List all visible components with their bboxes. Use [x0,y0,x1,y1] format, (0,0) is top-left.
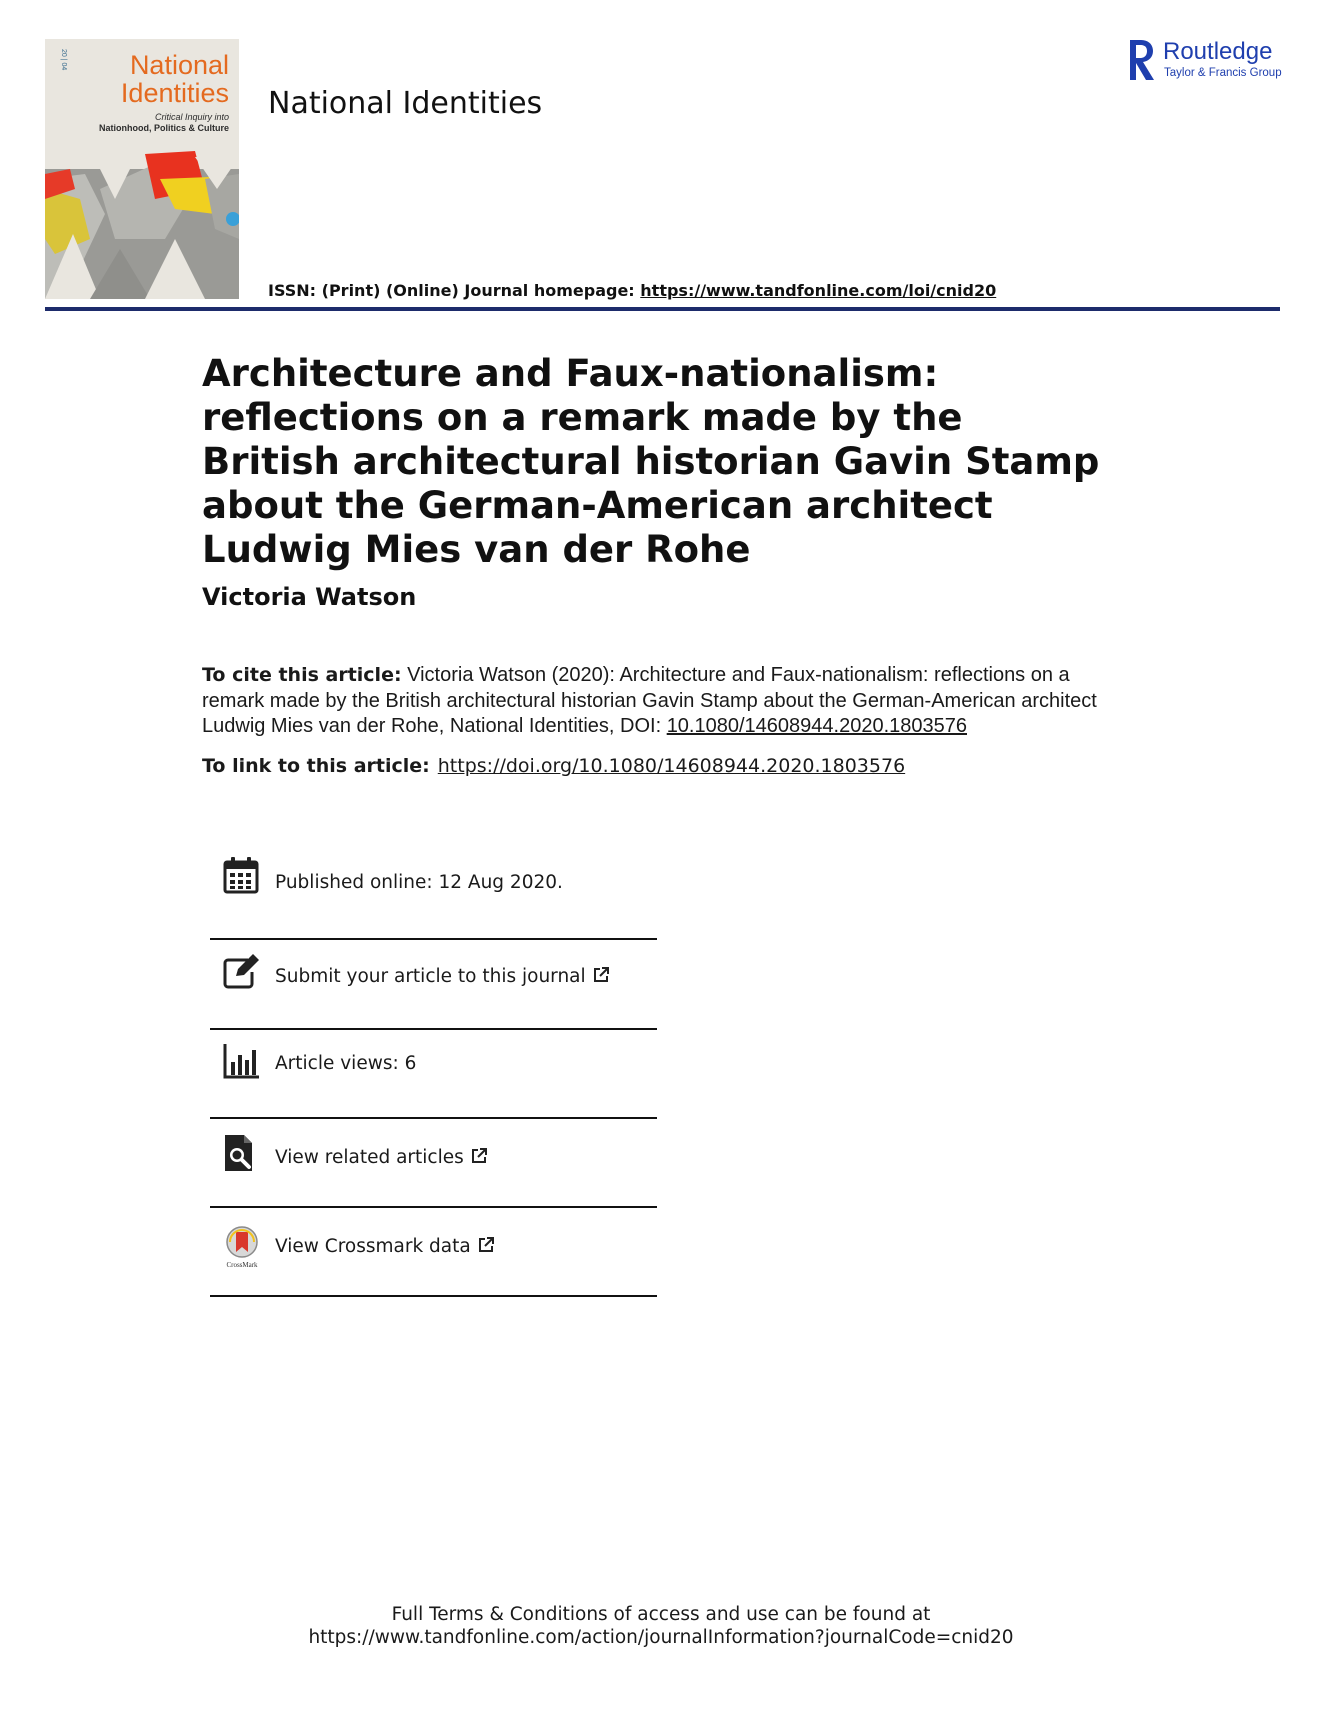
cover-title [121,51,229,107]
external-link-icon [477,1236,495,1254]
info-divider [210,1117,657,1119]
cite-doi-link[interactable]: 10.1080/14608944.2020.1803576 [666,715,967,737]
external-link-icon [592,966,610,984]
search-document-icon [222,1134,260,1172]
header-divider [45,307,1280,311]
footer-terms [0,1603,1322,1649]
article-title: Architecture and Faux-nationalism: reflections on a remark made by the British architectural historian Gavin Stamp about the German-American architect Ludwig Mies van der Rohe [202,352,1100,571]
article-views-text: Article views: 6 [275,1053,417,1074]
published-online-row [210,856,657,944]
publisher-logo[interactable] [1127,38,1287,84]
submit-article-link[interactable] [275,966,610,987]
external-link-icon [470,1147,488,1165]
crossmark-text: View Crossmark data [275,1236,471,1257]
cite-label: To cite this article: [202,664,402,686]
submit-article-text: Submit your article to this journal [275,966,586,987]
article-link-line [202,755,905,777]
cover-subtitle-bold: Nationhood, Politics & Culture [99,123,229,133]
published-online-text: Published online: 12 Aug 2020. [275,872,563,893]
info-divider [210,1028,657,1030]
link-label: To link to this article: [202,755,430,777]
citation-block [202,663,1102,740]
info-divider [210,938,657,940]
article-doi-link[interactable]: https://doi.org/10.1080/14608944.2020.1803576 [437,755,906,777]
crossmark-logo-text: CrossMark [226,1261,258,1269]
journal-cover [45,39,239,299]
article-views-row [210,1040,657,1128]
journal-name: National Identities [268,86,543,121]
issn-label: ISSN: (Print) (Online) Journal homepage: [268,281,641,300]
publisher-name: Routledge [1163,38,1273,65]
cover-subtitle-italic: Critical Inquiry into [154,112,229,122]
edit-icon [222,952,260,990]
crossmark-icon [222,1225,262,1269]
cover-spine: 20 | 04 [60,49,67,71]
cite-text: Victoria Watson (2020): Architecture and Faux-nationalism: reflections on a remark made by the British architectural historian Gavin Stamp about the German-American architect Ludwig Mies van der Rohe, National Identities, DOI: [202,664,1097,737]
publisher-group: Taylor & Francis Group [1164,67,1282,79]
cover-title-line2: Identities [120,78,229,108]
info-divider [210,1295,657,1297]
submit-article-row[interactable] [210,950,657,1038]
issn-line [268,281,996,300]
cover-subtitle [99,112,229,134]
journal-homepage-link[interactable]: https://www.tandfonline.com/loi/cnid20 [640,281,997,300]
info-divider [210,1206,657,1208]
calendar-icon [222,856,260,894]
cover-title-line1: National [129,50,229,80]
crossmark-link[interactable] [275,1236,495,1257]
related-articles-link[interactable] [275,1147,488,1168]
routledge-logo-icon [1127,38,1157,82]
article-author: Victoria Watson [202,583,417,611]
bar-chart-icon [222,1042,260,1080]
related-articles-row[interactable] [210,1130,657,1218]
footer-line1: Full Terms & Conditions of access and use can be found at [391,1604,931,1625]
related-articles-text: View related articles [275,1147,464,1168]
footer-line2[interactable]: https://www.tandfonline.com/action/journalInformation?journalCode=cnid20 [308,1627,1014,1648]
